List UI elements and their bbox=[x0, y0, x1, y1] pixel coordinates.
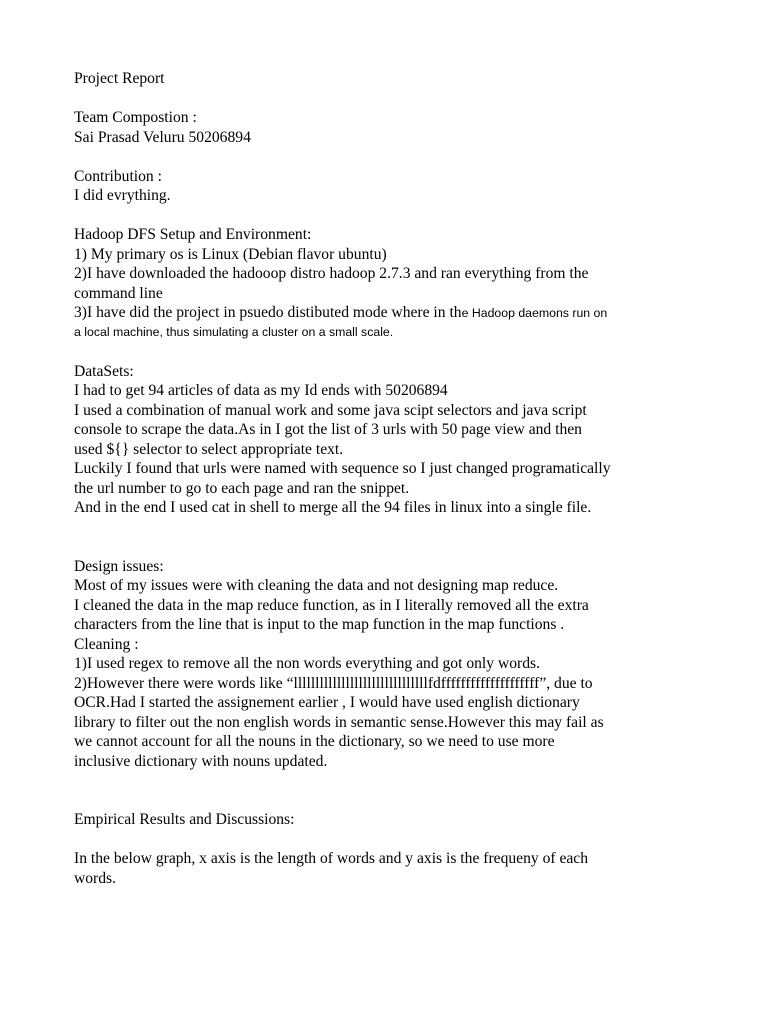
hadoop-heading: Hadoop DFS Setup and Environment: bbox=[74, 226, 312, 243]
datasets-line-1: I had to get 94 articles of data as my Id ends with 50206894 bbox=[74, 382, 448, 399]
hadoop-item-3-line-2: a local machine, thus simulating a cluster on a small scale. bbox=[74, 324, 394, 339]
design-line-8: we cannot account for all the nouns in the dictionary, so we need to use more bbox=[74, 733, 555, 750]
hadoop-item-2-line-2: command line bbox=[74, 284, 163, 302]
datasets-line-6: the url number to go to each page and ran the snippet. bbox=[74, 479, 410, 497]
datasets-line-7: And in the end I used cat in shell to merge all the 94 files in linux into a single file. bbox=[74, 499, 592, 516]
cleaning-heading: Cleaning : bbox=[74, 635, 139, 653]
design-heading: Design issues: bbox=[74, 557, 164, 575]
report-title: Project Report bbox=[74, 70, 165, 87]
design-line-7: library to filter out the non english words in semantic sense.However this may fail as bbox=[74, 713, 604, 731]
datasets-line-2: I used a combination of manual work and some java scipt selectors and java script bbox=[74, 401, 587, 419]
design-line-3: characters from the line that is input to the map function in the map functions . bbox=[74, 616, 565, 633]
results-heading: Empirical Results and Discussions: bbox=[74, 811, 295, 828]
design-line-6: OCR.Had I started the assignement earlier , I would have used english dictionary bbox=[74, 694, 580, 711]
design-line-4: 1)I used regex to remove all the non words everything and got only words. bbox=[74, 655, 540, 672]
hadoop-item-3-line-1 bbox=[74, 303, 734, 323]
datasets-line-5: Luckily I found that urls were named with sequence so I just changed programatically bbox=[74, 460, 611, 477]
hadoop-item-1: 1) My primary os is Linux (Debian flavor ubuntu) bbox=[74, 245, 387, 263]
hadoop-item-3-serif: 3)I have did the project in psuedo distibuted mode where in th bbox=[74, 304, 462, 321]
hadoop-item-3-sans: e Hadoop daemons run on bbox=[461, 306, 608, 320]
contribution-text: I did evrything. bbox=[74, 187, 171, 204]
results-line-2: words. bbox=[74, 869, 117, 887]
datasets-heading: DataSets: bbox=[74, 362, 134, 380]
design-line-2: I cleaned the data in the map reduce function, as in I literally removed all the extra bbox=[74, 596, 589, 614]
hadoop-item-2-line-1: 2)I have downloaded the hadooop distro hadoop 2.7.3 and ran everything from the bbox=[74, 265, 589, 282]
results-line-1: In the below graph, x axis is the length of words and y axis is the frequeny of each bbox=[74, 850, 589, 867]
design-line-5: 2)However there were words like “lllllllllllllllllllllllllllllllfdffffffffffffffffffff”, due to bbox=[74, 674, 593, 692]
contribution-heading: Contribution : bbox=[74, 167, 162, 185]
document-page bbox=[74, 69, 734, 888]
datasets-line-3: console to scrape the data.As in I got the list of 3 urls with 50 page view and then bbox=[74, 421, 582, 438]
datasets-line-4: used ${} selector to select appropriate text. bbox=[74, 440, 344, 458]
design-line-1: Most of my issues were with cleaning the data and not designing map reduce. bbox=[74, 577, 559, 594]
team-member: Sai Prasad Veluru 50206894 bbox=[74, 128, 251, 146]
team-heading: Team Compostion : bbox=[74, 109, 197, 126]
design-line-9: inclusive dictionary with nouns updated. bbox=[74, 752, 328, 770]
